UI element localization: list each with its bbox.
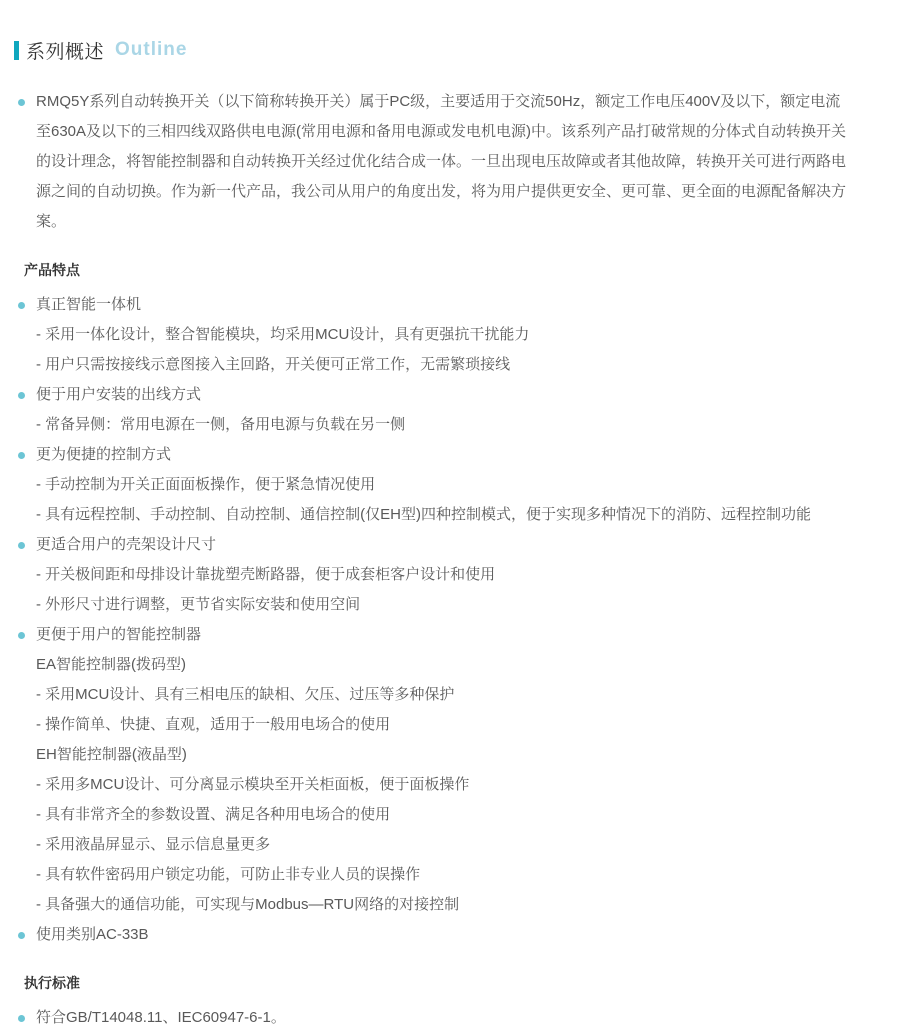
sub-item bbox=[0, 770, 900, 800]
bullet-item bbox=[0, 380, 900, 410]
bullet-dot-icon bbox=[18, 632, 25, 639]
bullet-item bbox=[0, 440, 900, 470]
bullet-dot-icon bbox=[18, 452, 25, 459]
item-text: - 具有远程控制、手动控制、自动控制、通信控制(仅EH型)四种控制模式，便于实现多种情况下的消防、远程控制功能 bbox=[36, 506, 811, 523]
bullet-item bbox=[0, 290, 900, 320]
item-text: 更适合用户的壳架设计尺寸 bbox=[36, 536, 217, 553]
item-text: 真正智能一体机 bbox=[36, 296, 142, 313]
bullet-item bbox=[0, 1003, 900, 1028]
item-text: - 手动控制为开关正面面板操作，便于紧急情况使用 bbox=[36, 476, 376, 493]
bullet-item bbox=[0, 920, 900, 950]
item-text: - 具有非常齐全的参数设置、满足各种用电场合的使用 bbox=[36, 806, 391, 823]
item-text: - 采用液晶屏显示、显示信息量更多 bbox=[36, 836, 271, 853]
section-heading: 执行标准 bbox=[24, 975, 80, 991]
bullet-dot-icon bbox=[18, 99, 25, 106]
bullet-dot-icon bbox=[18, 542, 25, 549]
page-title-zh: 系列概述 bbox=[26, 41, 105, 63]
item-text: 更便于用户的智能控制器 bbox=[36, 626, 202, 643]
page-title bbox=[14, 38, 900, 62]
sub-item bbox=[0, 410, 900, 440]
sub-item bbox=[0, 470, 900, 500]
item-text: EH智能控制器(液晶型) bbox=[36, 746, 187, 763]
item-text: - 外形尺寸进行调整，更节省实际安装和使用空间 bbox=[36, 596, 361, 613]
intro-text: RMQ5Y系列自动转换开关（以下简称转换开关）属于PC级，主要适用于交流50Hz，额定工作电压400V及以下，额定电流至630A及以下的三相四线双路供电电源(常用电源和备用电源或发电机电源)中。该系列产品打破常规的分体式自动转换开关的设计理念，将智能控制器和自动转换开关经过优化结合成一体。一旦出现电压故障或者其他故障，转换开关可进行两路电源之间的自动切换。作为新一代产品，我公司从用户的角度出发，将为用户提供更安全、更可靠、更全面的电源配备解决方案。 bbox=[36, 93, 847, 230]
item-text: - 采用多MCU设计、可分离显示模块至开关柜面板，便于面板操作 bbox=[36, 776, 470, 793]
item-text: - 开关极间距和母排设计靠拢塑壳断路器，便于成套柜客户设计和使用 bbox=[36, 566, 496, 583]
section-heading: 产品特点 bbox=[24, 262, 80, 278]
sections bbox=[0, 260, 900, 1028]
sub-item bbox=[0, 860, 900, 890]
page-title-en: Outline bbox=[115, 39, 188, 60]
sub-item bbox=[0, 830, 900, 860]
sub-item bbox=[0, 350, 900, 380]
sub-item bbox=[0, 590, 900, 620]
item-text: 使用类别AC-33B bbox=[36, 926, 149, 943]
bullet-dot-icon bbox=[18, 392, 25, 399]
sub-item bbox=[0, 800, 900, 830]
item-text: 更为便捷的控制方式 bbox=[36, 446, 172, 463]
item-text: - 具备强大的通信功能，可实现与Modbus—RTU网络的对接控制 bbox=[36, 896, 460, 913]
sub-item bbox=[0, 320, 900, 350]
item-text: - 操作简单、快捷、直观，适用于一般用电场合的使用 bbox=[36, 716, 391, 733]
bullet-dot-icon bbox=[18, 302, 25, 309]
bullet-dot-icon bbox=[18, 932, 25, 939]
group-label bbox=[0, 740, 900, 770]
sub-item bbox=[0, 560, 900, 590]
group-label bbox=[0, 650, 900, 680]
item-text: - 具有软件密码用户锁定功能，可防止非专业人员的误操作 bbox=[36, 866, 421, 883]
item-text: 符合GB/T14048.11、IEC60947-6-1。 bbox=[36, 1009, 286, 1026]
item-text: - 用户只需按接线示意图接入主回路，开关便可正常工作，无需繁琐接线 bbox=[36, 356, 511, 373]
item-text: EA智能控制器(拨码型) bbox=[36, 656, 187, 673]
bullet-item bbox=[0, 620, 900, 650]
sub-item bbox=[0, 890, 900, 920]
item-text: 便于用户安装的出线方式 bbox=[36, 386, 202, 403]
bullet-dot-icon bbox=[18, 1015, 25, 1022]
item-text: - 采用一体化设计，整合智能模块，均采用MCU设计，具有更强抗干扰能力 bbox=[36, 326, 530, 343]
item-text: - 常备异侧：常用电源在一侧，备用电源与负载在另一侧 bbox=[36, 416, 406, 433]
sub-item bbox=[0, 680, 900, 710]
sub-item bbox=[0, 710, 900, 740]
title-accent-bar-icon bbox=[14, 41, 19, 60]
item-text: - 采用MCU设计、具有三相电压的缺相、欠压、过压等多种保护 bbox=[36, 686, 455, 703]
sub-item bbox=[0, 500, 900, 530]
bullet-item bbox=[0, 530, 900, 560]
intro-paragraph bbox=[0, 87, 900, 237]
